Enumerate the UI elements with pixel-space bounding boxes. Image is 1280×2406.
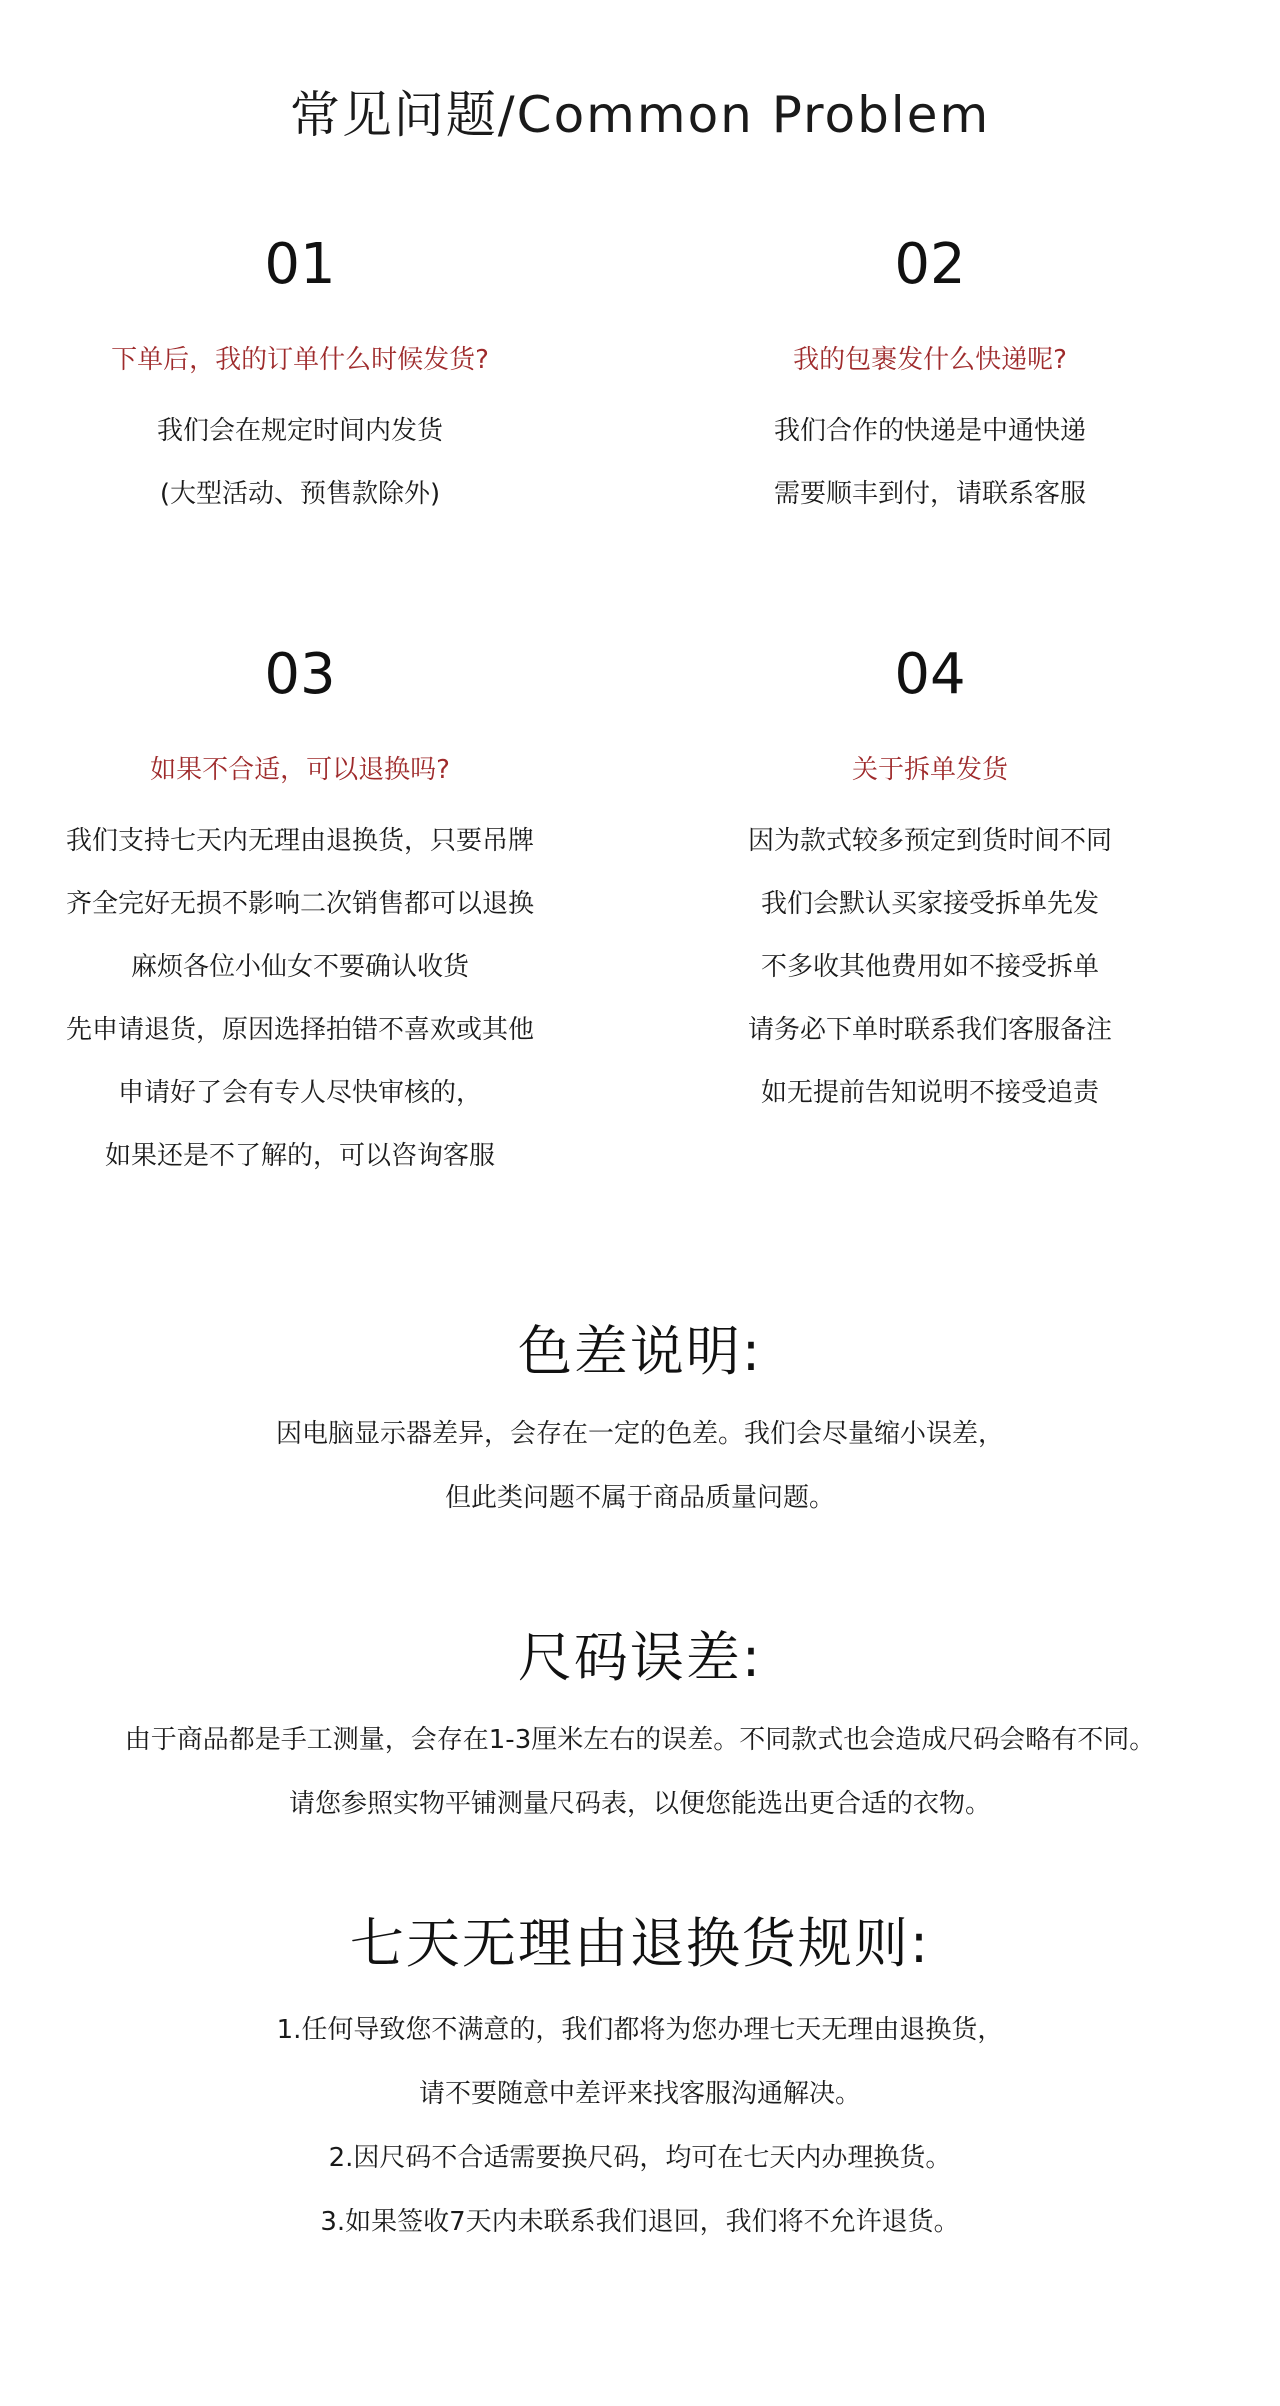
faq-item-03 bbox=[0, 640, 600, 1188]
faq-question: 关于拆单发货 bbox=[851, 755, 1008, 785]
color-diff-section bbox=[0, 1312, 1280, 1530]
color-diff-line: 但此类问题不属于商品质量问题。 bbox=[444, 1483, 835, 1513]
page-title: 常见问题/Common Problem bbox=[289, 86, 991, 144]
faq-answer-line: 因为款式较多预定到货时间不同 bbox=[747, 826, 1112, 856]
size-error-line: 请您参照实物平铺测量尺码表，以便您能选出更合适的衣物。 bbox=[288, 1789, 991, 1819]
color-diff-heading: 色差说明: bbox=[517, 1320, 763, 1383]
faq-answer-line: (大型活动、预售款除外) bbox=[159, 479, 441, 509]
faq-item-01 bbox=[0, 230, 600, 526]
faq-answer-line: 我们会默认买家接受拆单先发 bbox=[760, 889, 1099, 919]
faq-number: 02 bbox=[894, 232, 966, 297]
faq-answer-line: 如果还是不了解的，可以咨询客服 bbox=[104, 1141, 495, 1171]
color-diff-line: 因电脑显示器差异，会存在一定的色差。我们会尽量缩小误差， bbox=[275, 1419, 1004, 1449]
size-error-heading: 尺码误差: bbox=[517, 1626, 763, 1689]
faq-question: 如果不合适，可以退换吗? bbox=[150, 755, 450, 785]
faq-answer-line: 齐全完好无损不影响二次销售都可以退换 bbox=[65, 889, 534, 919]
faq-answer-line: 需要顺丰到付，请联系客服 bbox=[773, 479, 1086, 509]
return-rules-heading: 七天无理由退换货规则: bbox=[349, 1912, 931, 1975]
faq-answer-line: 我们合作的快递是中通快递 bbox=[773, 416, 1086, 446]
faq-answer-line: 先申请退货，原因选择拍错不喜欢或其他 bbox=[65, 1015, 534, 1045]
faq-answer-line: 麻烦各位小仙女不要确认收货 bbox=[130, 952, 469, 982]
faq-answer-line: 请务必下单时联系我们客服备注 bbox=[747, 1015, 1112, 1045]
size-error-line: 由于商品都是手工测量，会存在1-3厘米左右的误差。不同款式也会造成尺码会略有不同。 bbox=[124, 1725, 1156, 1755]
faq-answer-line: 申请好了会有专人尽快审核的， bbox=[117, 1078, 482, 1108]
faq-number: 04 bbox=[894, 642, 966, 707]
faq-answer bbox=[0, 810, 600, 1188]
faq-answer-line: 我们会在规定时间内发货 bbox=[156, 416, 443, 446]
faq-answer-line: 我们支持七天内无理由退换货，只要吊牌 bbox=[65, 826, 534, 856]
faq-answer bbox=[630, 400, 1230, 526]
faq-question: 我的包裹发什么快递呢? bbox=[793, 345, 1067, 375]
faq-question: 下单后，我的订单什么时候发货? bbox=[111, 345, 489, 375]
faq-item-02 bbox=[630, 230, 1230, 526]
return-rules-line: 1.任何导致您不满意的，我们都将为您办理七天无理由退换货， bbox=[276, 2015, 1004, 2045]
faq-answer bbox=[630, 810, 1230, 1125]
return-rules-line: 请不要随意中差评来找客服沟通解决。 bbox=[418, 2079, 861, 2109]
faq-number: 01 bbox=[264, 232, 336, 297]
size-error-section bbox=[0, 1618, 1280, 1836]
return-rules-line: 2.因尺码不合适需要换尺码，均可在七天内办理换货。 bbox=[328, 2143, 952, 2173]
faq-answer-line: 如无提前告知说明不接受追责 bbox=[760, 1078, 1099, 1108]
faq-answer-line: 不多收其他费用如不接受拆单 bbox=[760, 952, 1099, 982]
faq-item-04 bbox=[630, 640, 1230, 1125]
return-rules-line: 3.如果签收7天内未联系我们退回，我们将不允许退货。 bbox=[320, 2207, 960, 2237]
faq-number: 03 bbox=[264, 642, 336, 707]
return-rules-section bbox=[0, 1904, 1280, 2254]
faq-answer bbox=[0, 400, 600, 526]
